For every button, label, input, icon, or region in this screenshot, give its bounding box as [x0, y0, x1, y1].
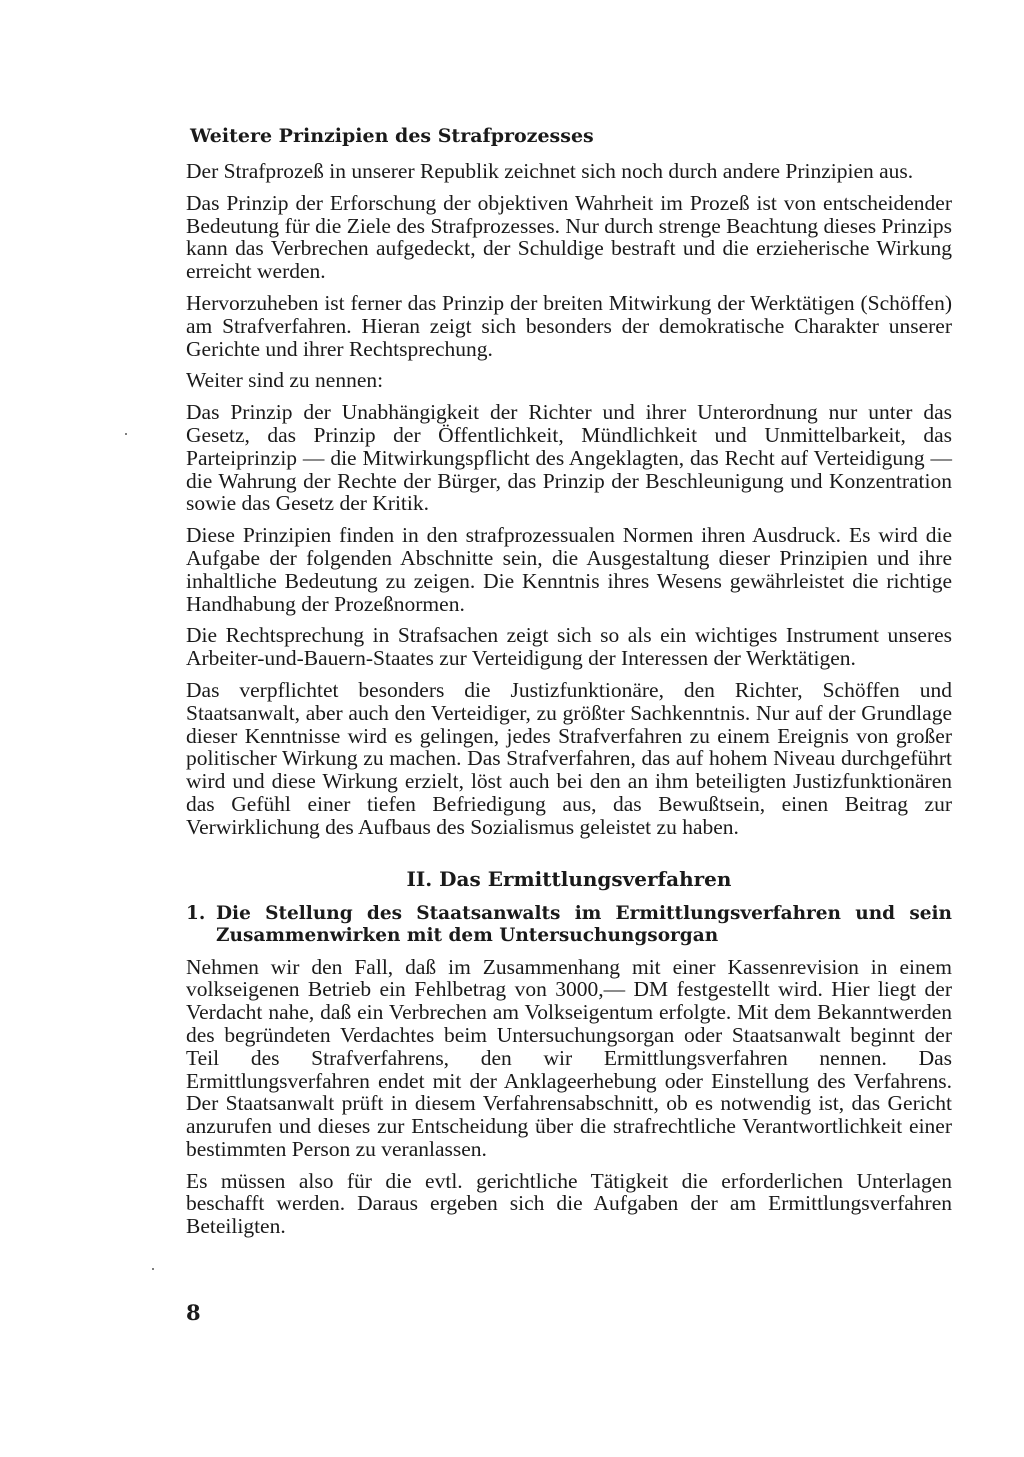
paragraph: Die Rechtsprechung in Strafsachen zeigt sich so als ein wichtiges Instrument unseres Arbeiter-und-Bauern-Staates zur Verteidigung der Interessen der Werktätigen.	[186, 623, 952, 671]
chapter-title: II. Das Ermittlungsverfahren	[406, 866, 732, 891]
paragraph: Das Prinzip der Unabhängigkeit der Richter und ihrer Unterordnung nur unter das Gesetz, das Prinzip der Öffentlichkeit, Mündlichkeit und Unmittelbarkeit, das Parteiprinzip — die Mitwirkungspflicht des Angeklagten, das Recht auf Verteidigung — die Wahrung der Rechte der Bürger, das Prinzip der Beschleunigung und Konzentration sowie das Gesetz der Kritik.	[186, 400, 952, 516]
paragraph: Der Strafprozeß in unserer Republik zeichnet sich noch durch andere Prinzipien aus.	[186, 159, 914, 183]
page-content	[186, 124, 952, 1247]
paragraph: Es müssen also für die evtl. gerichtliche Tätigkeit die erforderlichen Unterlagen beschafft werden. Daraus ergeben sich die Aufgaben der am Ermittlungsverfahren Beteiligten.	[186, 1168, 952, 1239]
print-speck	[125, 433, 127, 435]
paragraph: Diese Prinzipien finden in den strafprozessualen Normen ihren Ausdruck. Es wird die Aufgabe der folgenden Abschnitte sein, die Ausgestaltung dieser Prinzipien und ihre inhaltliche Bedeutung zu zeigen. Die Kenntnis ihres Wesens gewährleistet die richtige Handhabung der Prozeßnormen.	[186, 523, 952, 616]
subsection-number: 1.	[186, 902, 206, 924]
paragraph: Das verpflichtet besonders die Justizfunktionäre, den Richter, Schöffen und Staatsanwalt, aber auch den Verteidiger, zu größter Sachkenntnis. Nur auf der Grundlage dieser Kenntnisse wird es gelingen, jedes Strafverfahren zu einem Ereignis von großer politischer Wirkung zu machen. Das Strafverfahren, das auf hohem Niveau durchgeführt wird und diese Wirkung erzielt, löst auch bei den an ihm beteiligten Justizfunktionären das Gefühl einer tiefen Befriedigung aus, das Bewußtsein, einen Beitrag zur Verwirklichung des Aufbaus des Sozialismus geleistet zu haben.	[186, 677, 952, 839]
print-speck	[152, 1268, 154, 1270]
page-number: 8	[186, 1300, 201, 1325]
paragraph: Weiter sind zu nennen:	[186, 368, 384, 393]
paragraph: Das Prinzip der Erforschung der objektiven Wahrheit im Prozeß ist von entscheidender Bedeutung für die Ziele des Strafprozesses. Nur durch strenge Beachtung dieses Prinzips kann das Verbrechen aufgedeckt, der Schuldige bestraft und die erzieherische Wirkung erreicht werden.	[186, 190, 952, 284]
subsection-title-text: Die Stellung des Staatsanwalts im Ermittlungsverfahren und sein Zusammenwirken mit dem Untersuchungsorgan	[216, 902, 952, 946]
paragraph: Hervorzuheben ist ferner das Prinzip der breiten Mitwirkung der Werktätigen (Schöffen) am Strafverfahren. Hieran zeigt sich besonders der demokratische Charakter unserer Gerichte und ihrer Rechtsprechung.	[186, 290, 952, 361]
paragraph: Nehmen wir den Fall, daß im Zusammenhang mit einer Kassenrevision in einem volkseigenen Betrieb ein Fehlbetrag von 3000,— DM festgestellt wird. Hier liegt der Verdacht nahe, daß ein Verbrechen am Volkseigentum erfolgte. Mit dem Bekanntwerden des begründeten Verdachtes beim Untersuchungsorgan oder Staatsanwalt beginnt der Teil des Strafverfahrens, den wir Ermittlungsverfahren nennen. Das Ermittlungsverfahren endet mit der Anklageerhebung oder Einstellung des Verfahrens. Der Staatsanwalt prüft in diesem Verfahrensabschnitt, ob es notwendig ist, das Gericht anzurufen und dieses zur Entscheidung über die strafrechtliche Verantwortlichkeit einer bestimmten Person zu veranlassen.	[186, 954, 952, 1161]
subsection-title	[186, 903, 952, 947]
section-heading: Weitere Prinzipien des Strafprozesses	[190, 125, 594, 147]
